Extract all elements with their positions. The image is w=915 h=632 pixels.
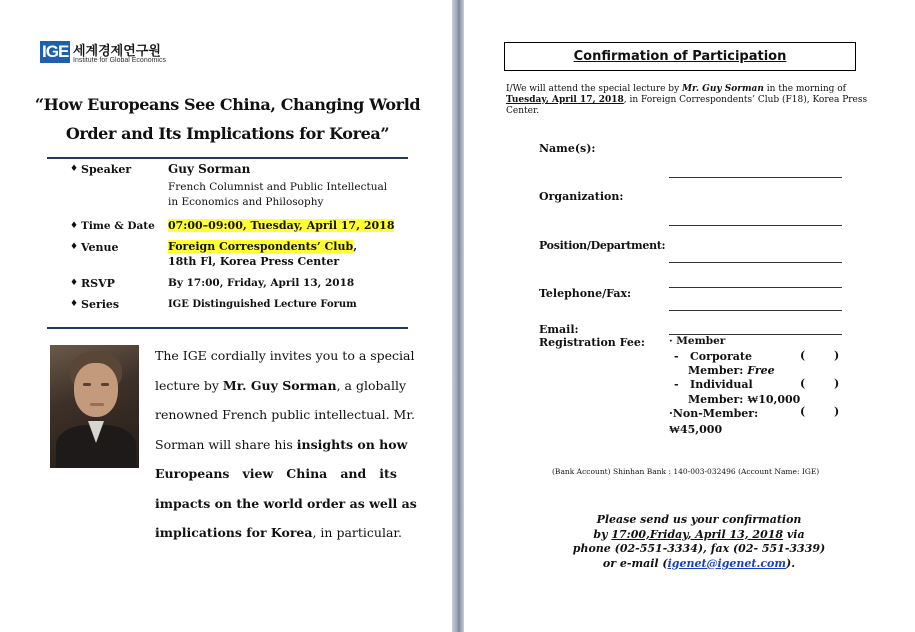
invitation-page [0, 0, 452, 632]
venue-label: Venue [81, 241, 119, 254]
bullet-icon: ♦ [70, 221, 79, 231]
bullet-icon: ♦ [70, 242, 79, 252]
details-divider [47, 327, 408, 329]
lecture-title [30, 90, 425, 148]
body-line: Sorman will share his insights on how [155, 436, 408, 452]
body-line: renowned French public intellectual. Mr. [155, 407, 415, 422]
corporate-checkbox-close[interactable]: ) [834, 349, 840, 362]
fee-individual-amount: Member: ₩10,000 [688, 393, 801, 406]
speaker-desc-2: in Economics and Philosophy [168, 196, 324, 208]
name-field[interactable] [669, 177, 842, 178]
venue-line-2: 18th Fl, Korea Press Center [168, 255, 340, 268]
logo-mark: IGE [42, 42, 69, 61]
fee-individual: - Individual [674, 378, 753, 391]
bullet-icon: ♦ [70, 299, 79, 309]
ige-logo [40, 41, 180, 67]
fee-non-member-amount: ₩45,000 [669, 423, 723, 436]
non-member-checkbox-close[interactable]: ) [834, 405, 840, 418]
telephone-label: Telephone/Fax: [539, 287, 632, 300]
venue-value: Foreign Correspondents’ Club, [168, 240, 358, 253]
speaker-photo [50, 345, 139, 468]
individual-checkbox-close[interactable]: ) [834, 377, 840, 390]
body-line: Europeans view China and its [155, 466, 397, 481]
name-label: Name(s): [539, 142, 596, 155]
non-member-checkbox-open[interactable]: ( [800, 405, 806, 418]
title-line-2: Order and Its Implications for Korea” [65, 124, 390, 143]
fee-corporate-amount: Member: Free [688, 364, 775, 377]
series-value: IGE Distinguished Lecture Forum [168, 299, 357, 310]
body-line: implications for Korea, in particular. [155, 525, 402, 540]
body-line: impacts on the world order as well as [155, 495, 417, 511]
confirmation-heading-box [504, 42, 856, 71]
organization-field[interactable] [669, 225, 842, 226]
fax-field[interactable] [669, 310, 842, 311]
invitation-text [155, 341, 417, 548]
title-line-1: “How Europeans See China, Changing World [34, 95, 421, 114]
time-date-label: Time & Date [81, 220, 155, 232]
fee-corporate: - Corporate [674, 350, 752, 363]
time-date-value: 07:00–09:00, Tuesday, April 17, 2018 [168, 219, 395, 232]
position-label: Position/Department: [539, 239, 666, 252]
position-field[interactable] [669, 262, 842, 263]
bank-account: (Bank Account) Shinhan Bank : 140-003-032496 (Account Name: IGE) [552, 467, 820, 476]
fee-member: · Member [669, 335, 726, 347]
bullet-icon: ♦ [70, 278, 79, 288]
organization-label: Organization: [539, 190, 624, 203]
speaker-label: Speaker [81, 163, 132, 176]
logo-korean: 세계경제연구원 [73, 44, 161, 59]
corporate-checkbox-open[interactable]: ( [800, 349, 806, 362]
body-line: lecture by Mr. Guy Sorman, a globally [155, 377, 407, 393]
attendance-intro: I/We will attend the special lecture by Mr. Guy Sorman in the morning of Tuesday, April 17, 2018, in Foreign Correspondents’ Club (F18), Korea Press Center. [506, 84, 868, 116]
fee-non-member: ·Non-Member: [669, 407, 759, 420]
logo-subtitle: Institute for Global Economics [73, 57, 166, 64]
rsvp-value: By 17:00, Friday, April 13, 2018 [168, 277, 355, 289]
series-label: Series [81, 298, 120, 311]
confirmation-instructions: Please send us your confirmation by 17:00,Friday, April 13, 2018 via phone (02-551-3334), fax (02- 551-3339) or e-mail (igenet@igenet.com). [572, 513, 826, 570]
speaker-name: Guy Sorman [168, 162, 251, 176]
page-divider [452, 0, 464, 632]
title-divider [47, 157, 408, 159]
individual-checkbox-open[interactable]: ( [800, 377, 806, 390]
registration-fee-label: Registration Fee: [539, 336, 645, 349]
confirmation-page [464, 0, 915, 632]
confirmation-heading: Confirmation of Participation [573, 49, 787, 64]
speaker-desc-1: French Columnist and Public Intellectual [168, 181, 388, 193]
bullet-icon: ♦ [70, 164, 79, 174]
body-line: The IGE cordially invites you to a special [155, 348, 415, 363]
telephone-field[interactable] [669, 287, 842, 288]
rsvp-label: RSVP [81, 277, 115, 290]
email-link[interactable]: igenet@igenet.com [667, 556, 787, 570]
email-label: Email: [539, 323, 579, 336]
